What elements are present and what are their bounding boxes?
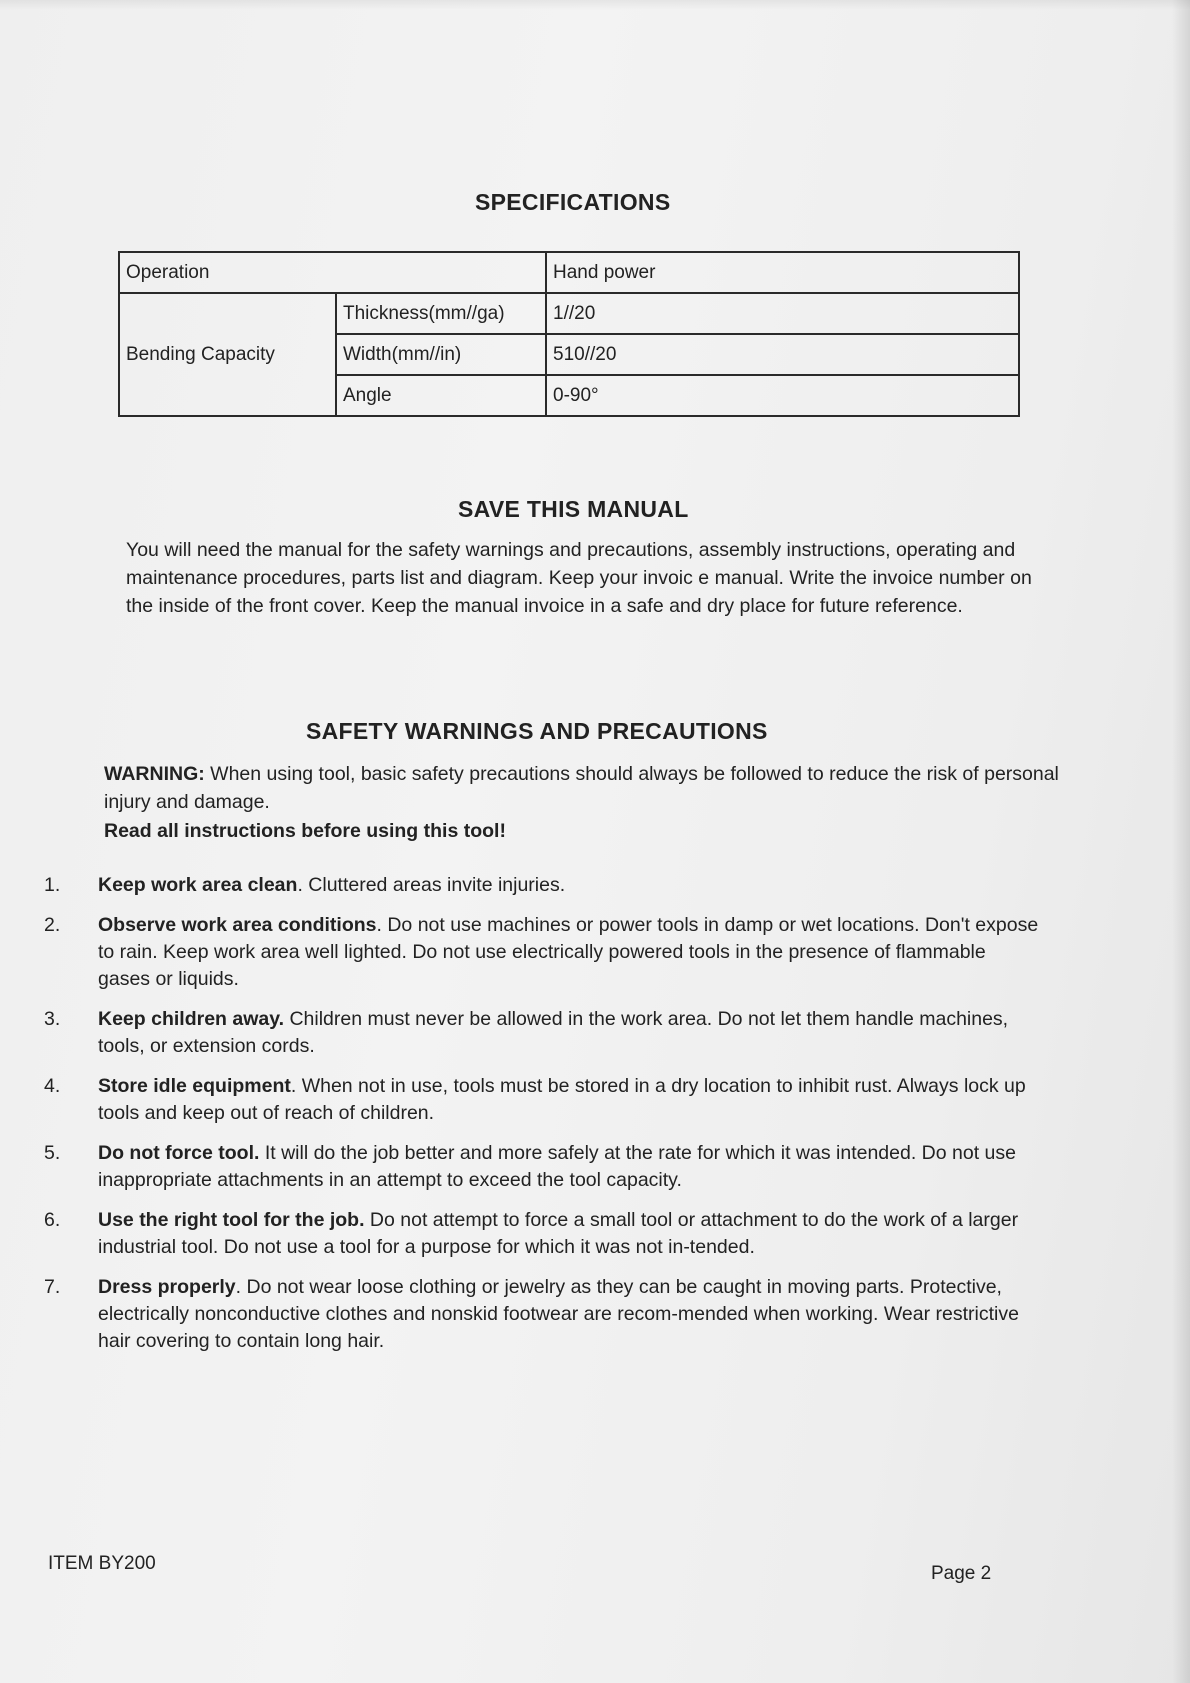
list-item [40,1207,1040,1261]
list-item [40,1006,1040,1060]
list-item [40,1073,1040,1127]
list-item-number: 1. [44,874,61,896]
save-manual-title: SAVE THIS MANUAL [458,496,689,522]
bending-capacity-label: Bending Capacity [119,293,336,416]
operation-value: Hand power [546,252,1019,293]
list-item-title: Store idle equipment [98,1075,291,1097]
page-top-shadow [0,0,1190,10]
list-item-number: 2. [44,914,61,936]
list-item [40,1274,1040,1355]
list-item-title: Observe work area conditions [98,914,377,936]
list-item-number: 7. [44,1276,61,1298]
list-item-text: It will do the job better and more safely at the rate for which it was intended. Do not use inappropriate attachments in an attempt to exceed the tool capacity. [98,1142,1016,1191]
list-item-number: 3. [44,1008,61,1030]
save-manual-text: You will need the manual for the safety warnings and precautions, assembly instructions, operating and maintenance procedures, parts list and diagram. Keep your invoic e manual. Write the invoice number on the inside of the front cover. Keep the manual invoice in a safe and dry place for future reference. [126,539,1032,617]
list-item-number: 6. [44,1209,61,1231]
list-item-title: Keep work area clean [98,874,298,896]
safety-title: SAFETY WARNINGS AND PRECAUTIONS [306,718,768,744]
list-item-text: . Do not use machines or power tools in damp or wet locations. Don't expose to rain. Keep work area well lighted. Do not use electrically powered tools in the presence of flammable gases or liquids. [98,914,1039,990]
list-item-title: Use the right tool for the job. [98,1209,365,1231]
page-edge-shadow [1172,0,1190,1683]
table-row [119,252,1019,293]
angle-label: Angle [336,375,546,416]
list-item-number: 4. [44,1075,61,1097]
list-item-text: . When not in use, tools must be stored in a dry location to inhibit rust. Always lock up tools and keep out of reach of children. [98,1075,1026,1124]
table-row [119,293,1019,334]
list-item-text: Do not attempt to force a small tool or attachment to do the work of a larger industrial tool. Do not use a tool for a purpose for which it was not in-tended. [98,1209,1019,1258]
thickness-label: Thickness(mm//ga) [336,293,546,334]
list-item-number: 5. [44,1142,61,1164]
list-item-title: Do not force tool. [98,1142,260,1164]
safety-list [40,872,1040,1368]
width-value: 510//20 [546,334,1019,375]
read-all-instructions: Read all instructions before using this tool! [104,820,506,842]
warning-label: WARNING: [104,763,205,785]
item-number: ITEM BY200 [48,1553,156,1574]
list-item [40,872,1040,899]
page-number: Page 2 [931,1563,992,1584]
width-label: Width(mm//in) [336,334,546,375]
list-item-title: Dress properly [98,1276,236,1298]
thickness-value: 1//20 [546,293,1019,334]
specifications-table [118,251,1020,417]
list-item [40,912,1040,993]
list-item-text: . Do not wear loose clothing or jewelry as they can be caught in moving parts. Protective, electrically nonconductive clothes and nonskid footwear are recom-mended when working. Wear restrictive hair covering to contain long hair. [98,1276,1019,1352]
warning-text: When using tool, basic safety precautions should always be followed to reduce the risk of personal injury and damage. [104,763,1059,813]
operation-label: Operation [119,252,546,293]
specifications-title: SPECIFICATIONS [475,189,671,215]
list-item-title: Keep children away. [98,1008,285,1030]
angle-value: 0-90° [546,375,1019,416]
list-item-text: . Cluttered areas invite injuries. [297,874,566,896]
list-item [40,1140,1040,1194]
list-item-text: Children must never be allowed in the work area. Do not let them handle machines, tools, or extension cords. [98,1008,1009,1057]
warning-paragraph [104,760,1059,816]
